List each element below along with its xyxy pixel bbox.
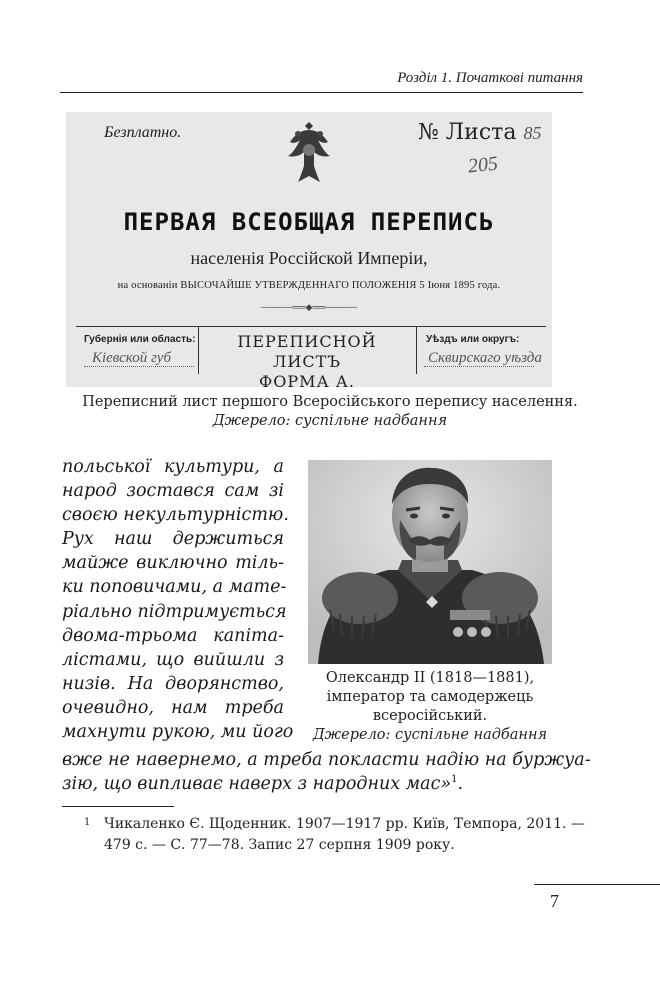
running-head-text: Розділ 1. Початкові питання [397, 70, 583, 86]
portrait-caption-line1: Олександр II (1818—1881), [325, 670, 535, 686]
footnote-reference[interactable]: 1 [451, 774, 458, 786]
census-rule [76, 326, 546, 327]
double-headed-eagle-icon [284, 118, 334, 188]
quote-wide-line1: вже не навернемо, а треба покласти надію на буржуа- [62, 750, 591, 770]
quote-line: низів. На дворянство, [62, 673, 284, 694]
census-divider-left [198, 326, 199, 374]
census-ornament: ─────══◆══───── [260, 302, 358, 312]
portrait-caption-line2: імператор та самодержець [326, 689, 534, 705]
census-gov-handwritten: Кіевской губ [92, 350, 172, 366]
census-dots-left [84, 366, 194, 367]
quote-wide-line2: зію, що випливає наверх з народних мас»$^1$. [62, 774, 464, 795]
census-caption-source: Джерело: суспільне надбання [212, 413, 448, 429]
portrait-caption [300, 669, 560, 745]
quote-line: майже виключно тіль- [62, 553, 284, 574]
footnote [84, 814, 585, 856]
page-number: 7 [550, 891, 559, 911]
quote-line: ріально підтримується [62, 601, 287, 622]
census-dots-right [424, 366, 534, 367]
quote-line: ки поповичами, а мате- [62, 577, 287, 598]
quote-line: очевидно, нам треба [62, 697, 284, 718]
portrait-caption-line3: всеросійський. [372, 708, 488, 724]
census-form-name [202, 332, 412, 387]
footnote-number: 1 [84, 817, 91, 828]
quote-line: своєю некультурністю. [62, 505, 289, 526]
census-divider-right [416, 326, 417, 374]
quote-continuation [62, 748, 591, 796]
census-subtitle: населенія Россійской Имперіи, [190, 248, 428, 268]
page-number-rule [534, 884, 660, 885]
census-caption-text: Переписний лист першого Всеросійського перепису населення. [82, 394, 578, 410]
quote-line: лістами, що вийшли з [62, 649, 284, 670]
quote-text [62, 455, 294, 744]
census-sheet-number: № Листа 85 [418, 120, 542, 145]
portrait-photo [308, 460, 552, 664]
running-head [60, 68, 583, 93]
footnote-line1: Чикаленко Є. Щоденник. 1907—1917 рр. Київ, Темпора, 2011. — [104, 816, 585, 832]
portrait-alexander-ii [308, 460, 552, 664]
census-gov-label: Губернія или область: [84, 334, 196, 345]
census-form-line1: ПЕРЕПИСНОЙ ЛИСТЪ [237, 332, 377, 371]
quote-line: махнути рукою, ми його [62, 722, 294, 743]
census-form-line2: ФОРМА А. [259, 372, 355, 387]
footnote-rule [62, 806, 174, 807]
quote-line: польської культури, а [62, 457, 284, 477]
footnote-line2: 479 с. — С. 77—78. Запис 27 серпня 1909 року. [104, 837, 455, 853]
census-county-label: Уѣздъ или округъ: [426, 334, 520, 345]
portrait-caption-source: Джерело: суспільне надбання [312, 727, 548, 743]
quote-line: двома-трьома капіта- [62, 625, 284, 646]
census-caption [60, 393, 600, 431]
census-basis: на основаніи ВЫСОЧАЙШЕ УТВЕРЖДЕННАГО ПОЛОЖЕНІЯ 5 Іюня 1895 года. [117, 280, 501, 291]
census-free-label: Безплатно. [104, 124, 182, 141]
census-title: ПЕРВАЯ ВСЕОБЩАЯ ПЕРЕПИСЬ [123, 208, 495, 236]
census-form-image [66, 112, 552, 387]
census-handwritten-number: 205 [466, 152, 500, 178]
census-sheet-handwritten: 85 [523, 123, 542, 143]
census-county-handwritten: Сквирскаго уѣзда [428, 350, 542, 366]
quote-line: народ зостався сам зі [62, 481, 284, 502]
quote-line: Рух наш держиться [62, 529, 284, 550]
